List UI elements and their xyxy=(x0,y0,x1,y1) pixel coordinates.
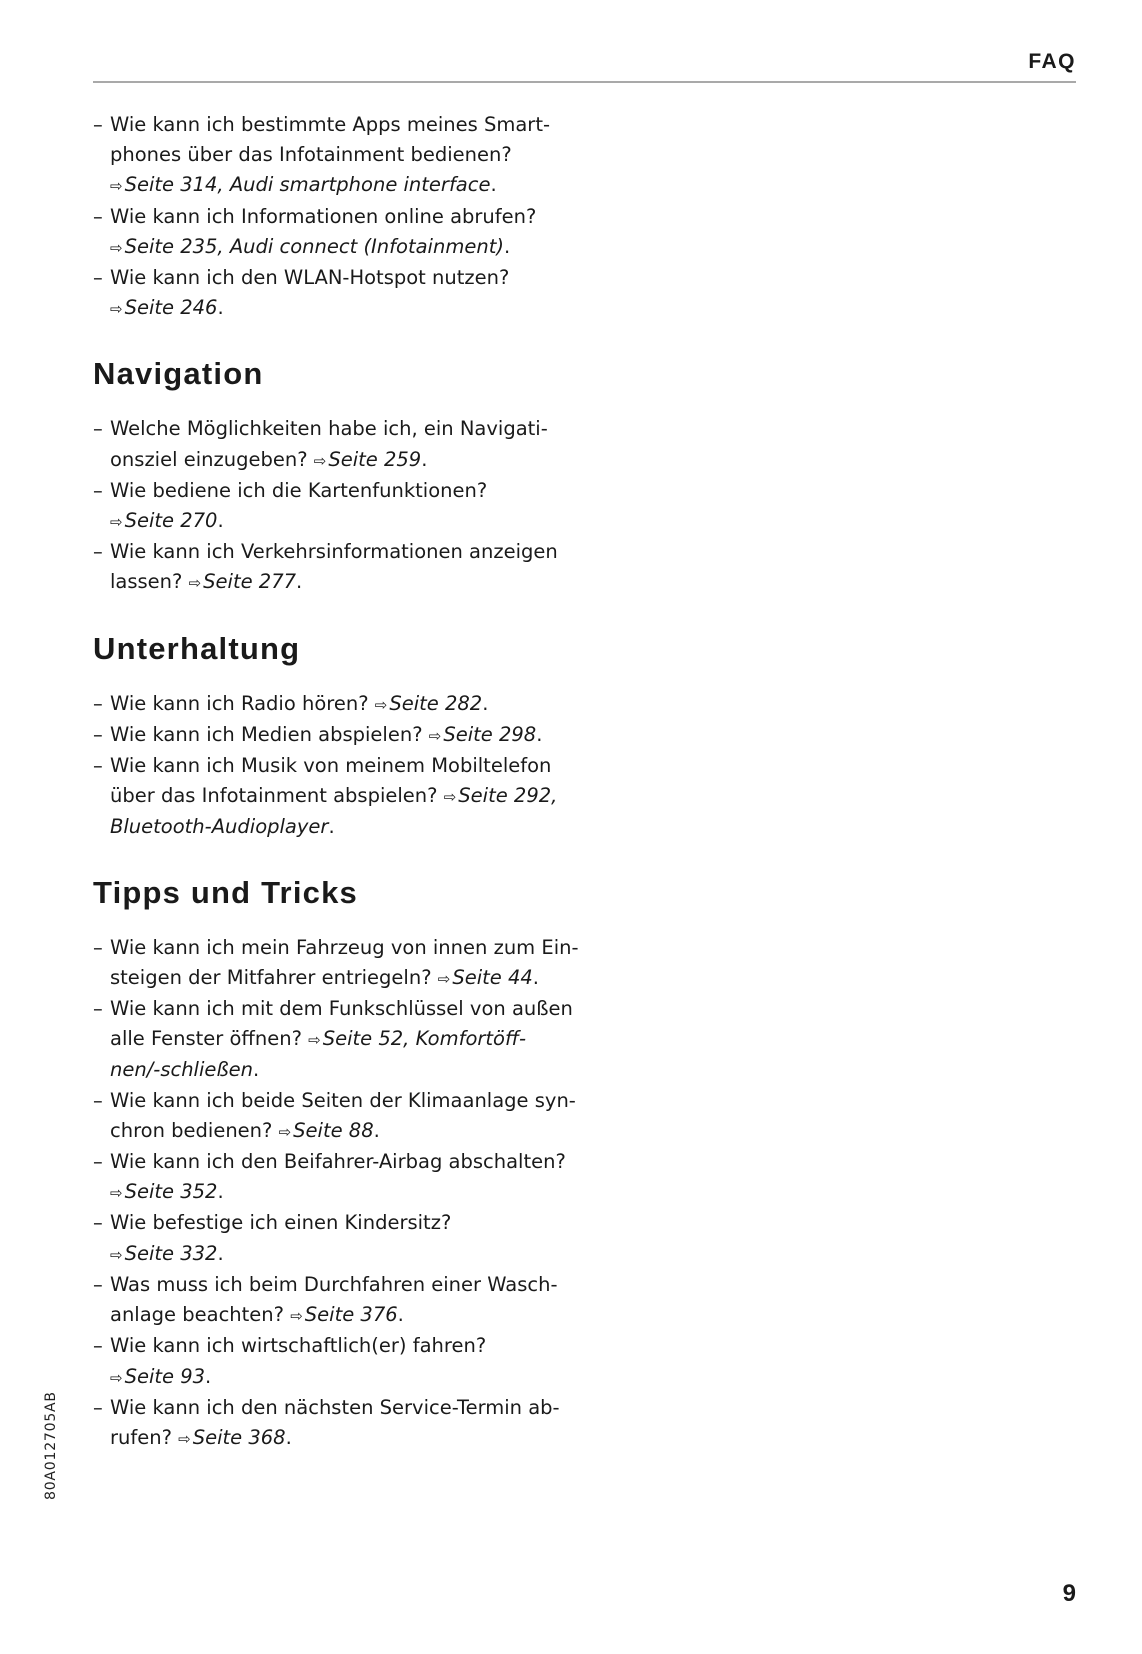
faq-item xyxy=(93,202,613,263)
faq-question: Wie kann ich Medien abspielen? xyxy=(110,722,429,746)
faq-item xyxy=(93,1270,613,1331)
page-header-title: FAQ xyxy=(1028,50,1076,73)
bullet-dash: – xyxy=(93,113,103,136)
arrow-right-icon: ⇨ xyxy=(110,238,123,257)
period: . xyxy=(421,447,428,471)
arrow-right-icon: ⇨ xyxy=(290,1307,303,1326)
arrow-right-icon: ⇨ xyxy=(110,300,123,319)
faq-item xyxy=(93,751,613,843)
arrow-right-icon: ⇨ xyxy=(313,451,327,470)
page-reference-link[interactable]: Seite 259 xyxy=(328,447,422,471)
page-reference-link[interactable]: Seite 368 xyxy=(192,1425,286,1449)
page-reference-link[interactable]: Seite 314, Audi smartphone interface xyxy=(124,173,491,197)
faq-item xyxy=(93,1331,613,1392)
period: . xyxy=(253,1058,260,1082)
bullet-dash: – xyxy=(93,754,103,778)
page-reference-link[interactable]: Seite 93 xyxy=(124,1364,206,1388)
arrow-right-icon: ⇨ xyxy=(374,695,388,714)
bullet-dash: – xyxy=(93,204,103,228)
period: . xyxy=(373,1118,380,1142)
faq-question: Wie bediene ich die Kartenfunktionen? xyxy=(110,478,488,502)
faq-item xyxy=(93,1208,613,1269)
faq-question: Wie befestige ich einen Kindersitz? xyxy=(110,1211,452,1235)
period: . xyxy=(205,1364,212,1388)
bullet-dash: – xyxy=(93,478,103,502)
arrow-right-icon: ⇨ xyxy=(437,969,451,988)
arrow-right-icon: ⇨ xyxy=(278,1122,292,1141)
faq-question: Wie kann ich bestimmte Apps meines Smart- phones über das Infotainment bedienen? xyxy=(110,113,551,167)
period: . xyxy=(482,691,489,715)
bullet-dash: – xyxy=(93,691,103,715)
section-unterhaltung xyxy=(93,629,613,843)
page-reference-link[interactable]: Seite 44 xyxy=(452,965,533,989)
faq-sections xyxy=(93,354,613,1454)
faq-question: Wie kann ich mein Fahrzeug von innen zum Ein- steigen der Mitfahrer entriegeln? xyxy=(110,935,579,989)
faq-question: Welche Möglichkeiten habe ich, ein Navigati- onsziel einzugeben? xyxy=(110,417,548,471)
faq-item xyxy=(93,476,613,537)
period: . xyxy=(285,1425,292,1449)
period: . xyxy=(217,296,224,320)
page-reference-link[interactable]: Seite 282 xyxy=(389,691,483,715)
arrow-right-icon: ⇨ xyxy=(110,1245,123,1264)
faq-question: Wie kann ich wirtschaftlich(er) fahren? xyxy=(110,1334,487,1358)
faq-item xyxy=(93,263,613,324)
bullet-dash: – xyxy=(93,722,103,746)
period: . xyxy=(217,1180,224,1204)
bullet-dash: – xyxy=(93,1088,103,1112)
faq-content xyxy=(93,110,613,1474)
bullet-dash: – xyxy=(93,1395,103,1419)
bullet-dash: – xyxy=(93,997,103,1021)
arrow-right-icon: ⇨ xyxy=(110,513,123,532)
period: . xyxy=(490,173,497,197)
page-reference-link[interactable]: Seite 332 xyxy=(124,1241,218,1265)
page-reference-link[interactable]: Seite 298 xyxy=(443,722,537,746)
period: . xyxy=(217,509,224,533)
faq-item xyxy=(93,414,613,475)
faq-question: Wie kann ich mit dem Funkschlüssel von außen alle Fenster öffnen? xyxy=(110,997,573,1051)
faq-list xyxy=(93,414,613,598)
page-reference-link[interactable]: Seite 52, Komfortöff- nen/-schließen xyxy=(110,1027,527,1082)
arrow-right-icon: ⇨ xyxy=(188,574,202,593)
page-reference-link[interactable]: Seite 277 xyxy=(203,570,297,594)
faq-item xyxy=(93,1086,613,1147)
arrow-right-icon: ⇨ xyxy=(428,726,442,745)
faq-question: Wie kann ich den nächsten Service-Termin ab- rufen? xyxy=(110,1395,560,1449)
faq-item xyxy=(93,537,613,598)
faq-item xyxy=(93,933,613,994)
faq-item xyxy=(93,110,613,202)
section-heading: Unterhaltung xyxy=(93,630,301,666)
arrow-right-icon: ⇨ xyxy=(110,1184,123,1203)
faq-item xyxy=(93,1393,613,1454)
faq-question: Was muss ich beim Durchfahren einer Wasch- anlage beachten? xyxy=(110,1272,558,1327)
page-reference-link[interactable]: Seite 376 xyxy=(304,1303,398,1327)
arrow-right-icon: ⇨ xyxy=(178,1429,191,1448)
page-reference-link[interactable]: Seite 235, Audi connect (Infotainment) xyxy=(124,234,504,258)
bullet-dash: – xyxy=(93,1334,103,1358)
section-heading: Navigation xyxy=(93,356,264,392)
faq-question: Wie kann ich Musik von meinem Mobiltelefon über das Infotainment abspielen? xyxy=(110,754,552,808)
faq-question: Wie kann ich beide Seiten der Klimaanlage syn- chron bedienen? xyxy=(110,1088,576,1142)
page-reference-link[interactable]: Seite 88 xyxy=(293,1118,374,1142)
intro-faq-list xyxy=(93,110,613,324)
bullet-dash: – xyxy=(93,266,103,290)
faq-item xyxy=(93,994,613,1086)
bullet-dash: – xyxy=(93,540,103,564)
page-reference-link[interactable]: Seite 352 xyxy=(124,1180,218,1204)
bullet-dash: – xyxy=(93,417,103,441)
faq-list xyxy=(93,933,613,1454)
faq-question: Wie kann ich Radio hören? xyxy=(110,691,375,715)
header-divider xyxy=(93,81,1076,83)
arrow-right-icon: ⇨ xyxy=(308,1031,321,1050)
document-code: 80A012705AB xyxy=(43,1391,59,1500)
bullet-dash: – xyxy=(93,1150,103,1174)
arrow-right-icon: ⇨ xyxy=(110,1368,123,1387)
period: . xyxy=(503,234,511,258)
faq-question: Wie kann ich den WLAN-Hotspot nutzen? xyxy=(110,266,510,290)
bullet-dash: – xyxy=(93,1272,103,1296)
section-heading: Tipps und Tricks xyxy=(93,874,358,910)
bullet-dash: – xyxy=(93,935,103,959)
period: . xyxy=(217,1241,224,1265)
faq-question: Wie kann ich den Beifahrer-Airbag abschalten? xyxy=(110,1150,566,1174)
faq-item xyxy=(93,720,613,751)
page-reference-link[interactable]: Seite 292, Bluetooth-Audioplayer xyxy=(110,784,558,839)
faq-item xyxy=(93,689,613,720)
period: . xyxy=(532,965,539,989)
page-reference-link[interactable]: Seite 270 xyxy=(124,509,218,533)
section-navigation xyxy=(93,354,613,598)
period: . xyxy=(296,570,303,594)
bullet-dash: – xyxy=(93,1211,103,1235)
period: . xyxy=(536,722,543,746)
section-tipps-und-tricks xyxy=(93,873,613,1454)
page-reference-link[interactable]: Seite 246 xyxy=(124,296,218,320)
faq-item xyxy=(93,1147,613,1208)
period: . xyxy=(328,815,335,839)
faq-question: Wie kann ich Verkehrsinformationen anzeigen lassen? xyxy=(110,540,558,594)
page-number: 9 xyxy=(1062,1580,1076,1607)
arrow-right-icon: ⇨ xyxy=(443,788,457,807)
faq-question: Wie kann ich Informationen online abrufen? xyxy=(110,204,537,228)
period: . xyxy=(397,1303,404,1327)
faq-list xyxy=(93,689,613,843)
arrow-right-icon: ⇨ xyxy=(110,177,123,196)
